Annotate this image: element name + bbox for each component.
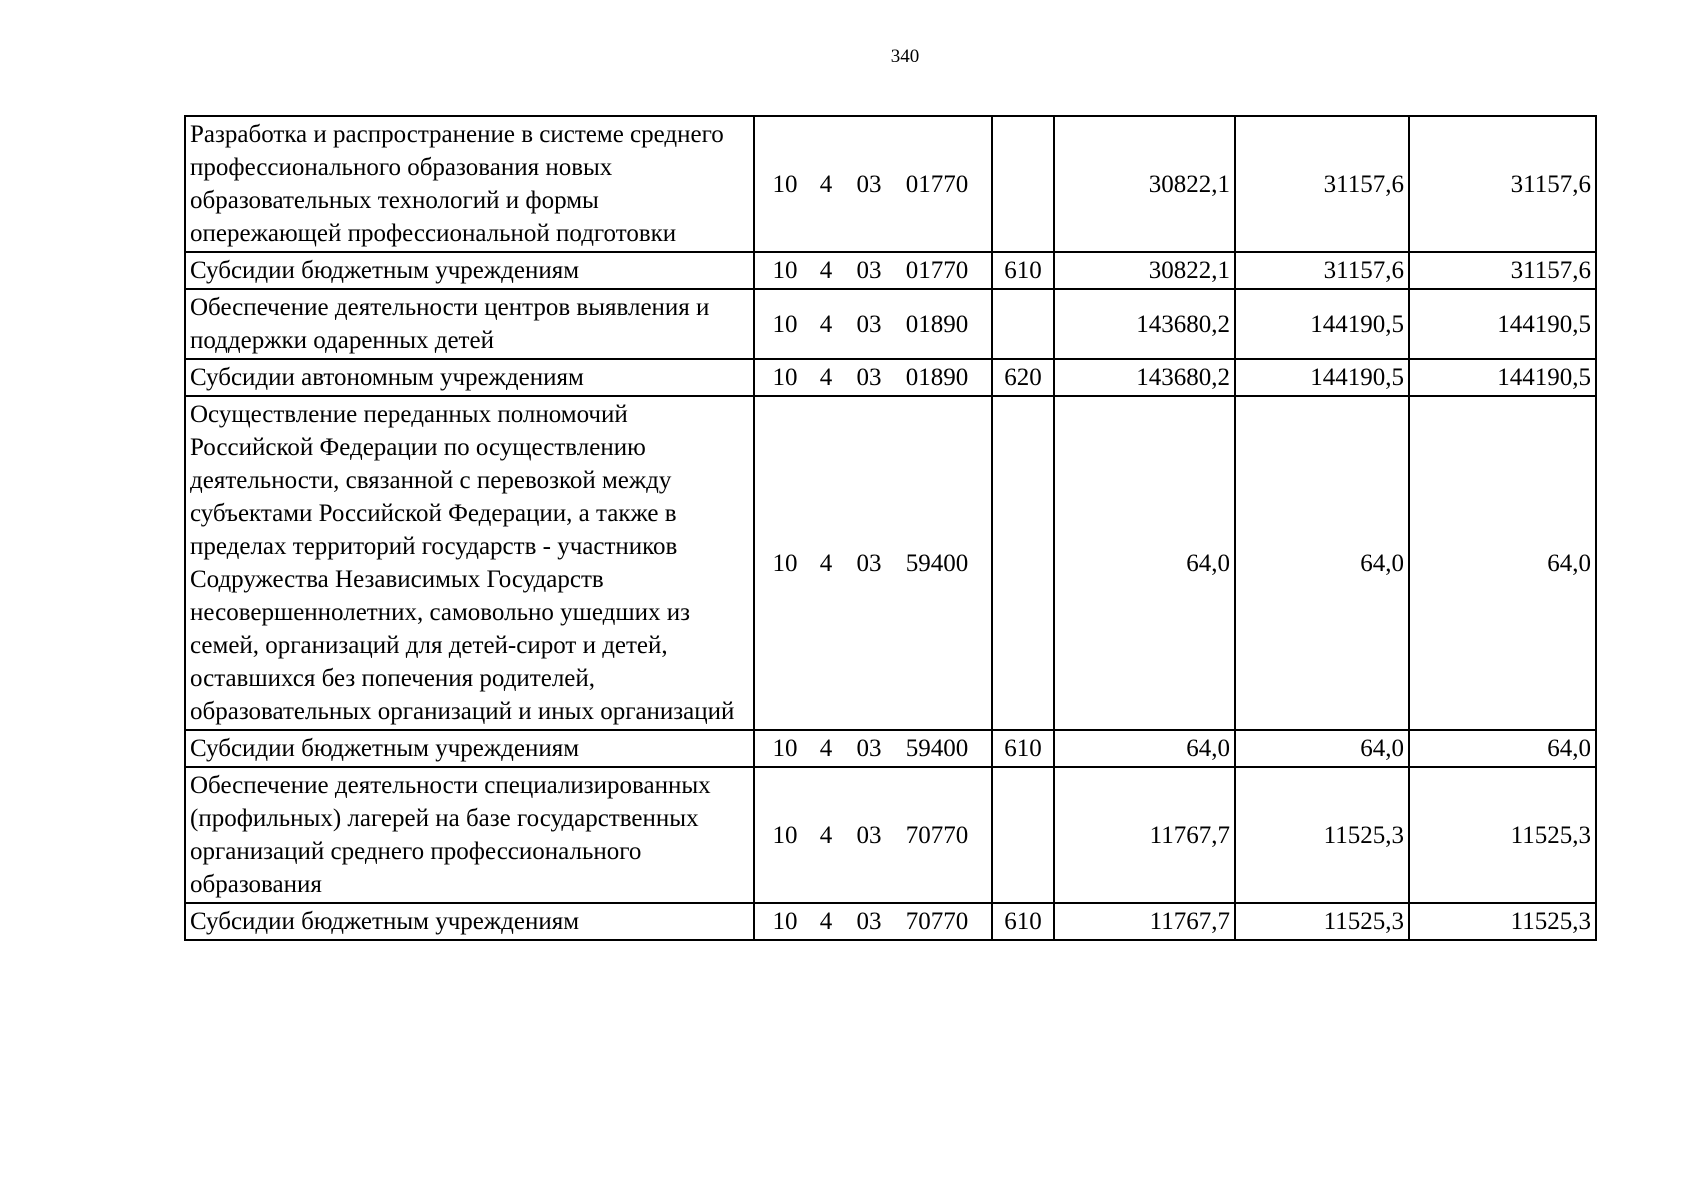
code-subsection-a: 4 [819,821,833,849]
amount-year-3: 31157,6 [1409,116,1596,252]
amount-year-2: 11525,3 [1235,767,1409,903]
table-row [185,396,1596,730]
code-subsection-b: 03 [856,257,882,284]
code-target: 59400 [905,549,969,577]
expense-name: Субсидии бюджетным учреждениям [185,730,754,767]
table-row [185,903,1596,940]
code-subsection-a: 4 [819,735,833,762]
code-section: 10 [772,170,798,198]
classification-code [754,359,992,396]
code-subsection-b: 03 [856,549,882,577]
classification-code [754,252,992,289]
amount-year-2: 11525,3 [1235,903,1409,940]
code-subsection-a: 4 [819,908,833,935]
table-row [185,359,1596,396]
classification-code [754,116,992,252]
amount-year-3: 11525,3 [1409,903,1596,940]
amount-year-3: 144190,5 [1409,359,1596,396]
amount-year-2: 31157,6 [1235,252,1409,289]
code-subsection-b: 03 [856,310,882,338]
code-subsection-b: 03 [856,821,882,849]
code-subsection-a: 4 [819,549,833,577]
amount-year-1: 30822,1 [1054,252,1235,289]
amount-year-3: 64,0 [1409,730,1596,767]
code-target: 01770 [905,257,969,284]
classification-code [754,767,992,903]
table-row [185,730,1596,767]
table-row [185,289,1596,359]
amount-year-2: 144190,5 [1235,289,1409,359]
expense-type-code: 610 [992,252,1054,289]
amount-year-1: 143680,2 [1054,359,1235,396]
code-section: 10 [772,908,798,935]
expense-name: Субсидии бюджетным учреждениям [185,903,754,940]
expense-type-code [992,116,1054,252]
amount-year-1: 11767,7 [1054,767,1235,903]
expense-type-code [992,396,1054,730]
code-subsection-b: 03 [856,735,882,762]
amount-year-3: 31157,6 [1409,252,1596,289]
expense-name: Обеспечение деятельности центров выявления и поддержки одаренных детей [185,289,754,359]
code-subsection-b: 03 [856,170,882,198]
amount-year-1: 11767,7 [1054,903,1235,940]
code-subsection-b: 03 [856,364,882,391]
code-section: 10 [772,549,798,577]
classification-code [754,396,992,730]
code-section: 10 [772,310,798,338]
code-section: 10 [772,735,798,762]
code-target: 01770 [905,170,969,198]
amount-year-2: 64,0 [1235,396,1409,730]
expense-name: Субсидии автономным учреждениям [185,359,754,396]
amount-year-3: 144190,5 [1409,289,1596,359]
code-target: 59400 [905,735,969,762]
code-section: 10 [772,821,798,849]
classification-code [754,903,992,940]
expense-type-code: 620 [992,359,1054,396]
amount-year-2: 31157,6 [1235,116,1409,252]
code-subsection-a: 4 [819,257,833,284]
amount-year-2: 64,0 [1235,730,1409,767]
expense-name: Осуществление переданных полномочий Российской Федерации по осуществлению деятельности, связанной с перевозкой между субъектами Российской Федерации, а также в пределах территорий государств - участников Содружества Независимых Государств несовершеннолетних, самовольно ушедших из семей, организаций для детей-сирот и детей, оставшихся без попечения родителей, образовательных организаций и иных организаций [185,396,754,730]
classification-code [754,730,992,767]
budget-table [184,115,1597,941]
code-subsection-a: 4 [819,170,833,198]
code-subsection-b: 03 [856,908,882,935]
code-target: 01890 [905,364,969,391]
code-section: 10 [772,257,798,284]
code-section: 10 [772,364,798,391]
expense-name: Обеспечение деятельности специализированных (профильных) лагерей на базе государственных организаций среднего профессионального образования [185,767,754,903]
code-subsection-a: 4 [819,364,833,391]
amount-year-1: 64,0 [1054,730,1235,767]
amount-year-3: 64,0 [1409,396,1596,730]
expense-name: Субсидии бюджетным учреждениям [185,252,754,289]
table-row [185,116,1596,252]
expense-name: Разработка и распространение в системе среднего профессионального образования новых образовательных технологий и формы опережающей профессиональной подготовки [185,116,754,252]
expense-type-code: 610 [992,730,1054,767]
expense-type-code: 610 [992,903,1054,940]
classification-code [754,289,992,359]
expense-type-code [992,289,1054,359]
code-target: 70770 [905,821,969,849]
amount-year-1: 30822,1 [1054,116,1235,252]
expense-type-code [992,767,1054,903]
code-target: 70770 [905,908,969,935]
code-target: 01890 [905,310,969,338]
amount-year-1: 143680,2 [1054,289,1235,359]
amount-year-2: 144190,5 [1235,359,1409,396]
table-row [185,252,1596,289]
amount-year-3: 11525,3 [1409,767,1596,903]
code-subsection-a: 4 [819,310,833,338]
table-row [185,767,1596,903]
amount-year-1: 64,0 [1054,396,1235,730]
page-number: 340 [890,46,920,67]
